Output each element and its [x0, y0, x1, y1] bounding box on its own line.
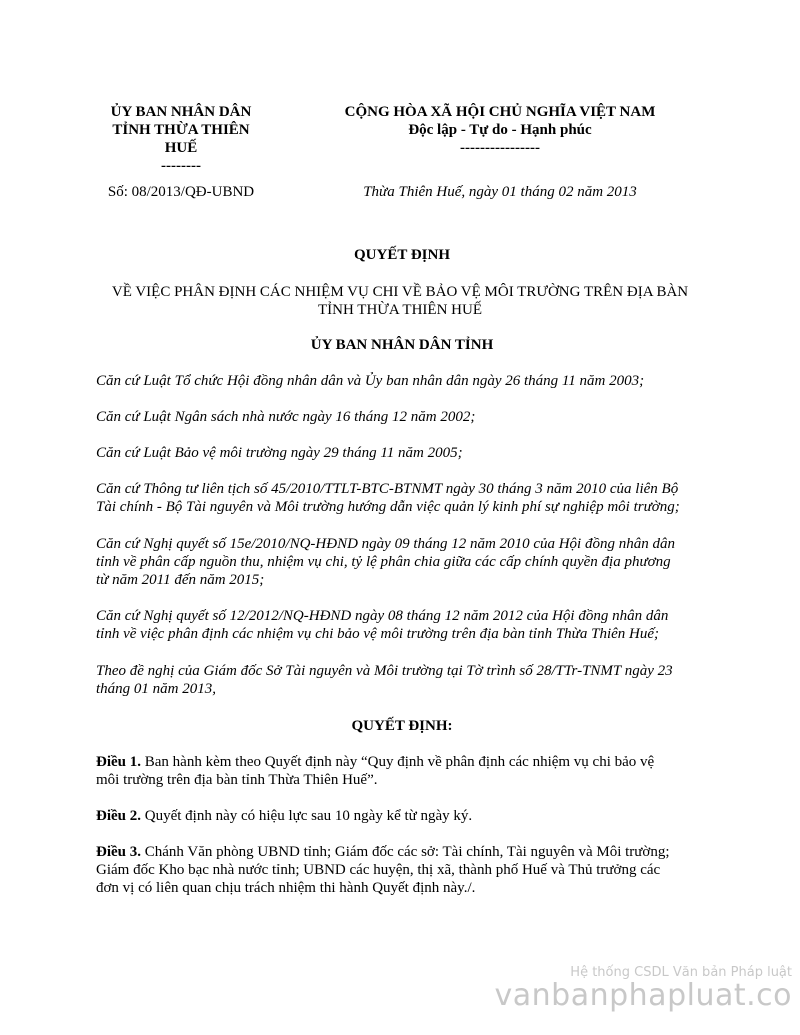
preamble-line: Căn cứ Nghị quyết số 12/2012/NQ-HĐND ngày 08 tháng 12 năm 2012 của Hội đồng nhân dân	[96, 608, 669, 624]
issuing-authority-line2: TỈNH THỪA THIÊN	[112, 122, 250, 138]
article-text: môi trường trên địa bàn tỉnh Thừa Thiên Huế”.	[96, 772, 378, 788]
preamble-line: Căn cứ Nghị quyết số 15e/2010/NQ-HĐND ngày 09 tháng 12 năm 2010 của Hội đồng nhân dân	[96, 536, 675, 552]
subject-line: VỀ VIỆC PHÂN ĐỊNH CÁC NHIỆM VỤ CHI VỀ BẢO VỆ MÔI TRƯỜNG TRÊN ĐỊA BÀN	[111, 284, 689, 300]
preamble-line: Theo đề nghị của Giám đốc Sở Tài nguyên và Môi trường tại Tờ trình số 28/TTr-TNMT ngày 23	[96, 663, 673, 679]
issuing-authority-block	[96, 103, 266, 175]
national-motto: Độc lập - Tự do - Hạnh phúc	[408, 122, 592, 138]
article-label: Điều 3.	[96, 844, 141, 860]
preamble-paragraph	[96, 444, 708, 462]
decision-heading: QUYẾT ĐỊNH:	[351, 718, 453, 734]
issuing-authority-line3: HUẾ	[164, 140, 198, 156]
issuing-authority-separator: --------	[161, 158, 201, 174]
preamble-line: từ năm 2011 đến năm 2015;	[96, 572, 265, 588]
preamble-line: tỉnh về việc phân định các nhiệm vụ chi bảo vệ môi trường trên địa bàn tỉnh Thừa Thiên Huế;	[96, 626, 660, 642]
watermark-site: vanbanphapluat.co	[494, 978, 792, 1013]
preamble-line: Tài chính - Bộ Tài nguyên và Môi trường hướng dẫn việc quản lý kinh phí sự nghiệp môi trường;	[96, 499, 680, 515]
national-name: CỘNG HÒA XÃ HỘI CHỦ NGHĨA VIỆT NAM	[344, 104, 656, 120]
article-text: Giám đốc Kho bạc nhà nước tỉnh; UBND các huyện, thị xã, thành phố Huế và Thủ trưởng các	[96, 862, 661, 878]
preamble-paragraph	[96, 662, 708, 698]
issuing-authority-line1: ỦY BAN NHÂN DÂN	[110, 104, 252, 120]
article-text: Chánh Văn phòng UBND tỉnh; Giám đốc các sở: Tài chính, Tài nguyên và Môi trường;	[141, 844, 670, 860]
preamble-paragraph	[96, 535, 708, 589]
article-text: Ban hành kèm theo Quyết định này “Quy định về phân định các nhiệm vụ chi bảo vệ	[141, 754, 655, 770]
article-label: Điều 2.	[96, 808, 141, 824]
article-text: đơn vị có liên quan chịu trách nhiệm thi hành Quyết định này./.	[96, 880, 476, 896]
preamble-line: Căn cứ Luật Bảo vệ môi trường ngày 29 tháng 11 năm 2005;	[96, 445, 463, 461]
document-subject	[80, 283, 720, 319]
preamble-line: tỉnh về phân cấp nguồn thu, nhiệm vụ chi, tỷ lệ phân chia giữa các cấp chính quyền địa phương	[96, 554, 671, 570]
article-text: Quyết định này có hiệu lực sau 10 ngày kể từ ngày ký.	[141, 808, 473, 824]
preamble-paragraph	[96, 372, 708, 390]
national-motto-separator: ----------------	[460, 140, 540, 156]
preamble-line: Căn cứ Thông tư liên tịch số 45/2010/TTLT-BTC-BTNMT ngày 30 tháng 3 năm 2010 của liên Bộ	[96, 481, 679, 497]
article-2	[96, 807, 708, 825]
article-1	[96, 753, 708, 789]
place-and-date: Thừa Thiên Huế, ngày 01 tháng 02 năm 2013	[363, 184, 637, 200]
document-number: Số: 08/2013/QĐ-UBND	[107, 184, 255, 200]
preamble-line: Căn cứ Luật Tổ chức Hội đồng nhân dân và Ủy ban nhân dân ngày 26 tháng 11 năm 2003;	[96, 373, 645, 389]
preamble-paragraph	[96, 480, 708, 516]
preamble-paragraph	[96, 607, 708, 643]
authority-heading: ỦY BAN NHÂN DÂN TỈNH	[310, 337, 494, 353]
preamble-line: tháng 01 năm 2013,	[96, 681, 216, 697]
watermark-caption: Hệ thống CSDL Văn bản Pháp luật	[570, 965, 792, 980]
article-3	[96, 843, 708, 897]
preamble-paragraph	[96, 408, 708, 426]
subject-line: TỈNH THỪA THIÊN HUẾ	[318, 302, 482, 318]
article-label: Điều 1.	[96, 754, 141, 770]
preamble-line: Căn cứ Luật Ngân sách nhà nước ngày 16 tháng 12 năm 2002;	[96, 409, 476, 425]
national-motto-block	[280, 103, 720, 157]
document-type-title: QUYẾT ĐỊNH	[354, 247, 450, 263]
